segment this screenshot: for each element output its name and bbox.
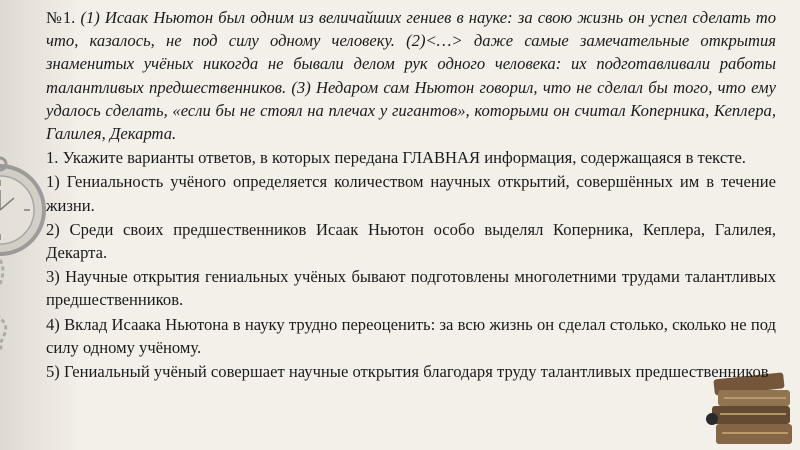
answer-option-2: 2) Среди своих предшественников Исаак Ньютон особо выделял Коперника, Кеплера, Галилея, Декарта. xyxy=(46,219,776,263)
passage-text: (1) Исаак Ньютон был одним из величайших гениев в науке: за свою жизнь он успел сделать то что, казалось, не под силу одному человеку. (2)<…> даже самые замечательные открытия знаменитых учёных никогда не бывали делом рук одного человека: их подготавливали работы талантливых предшественников. (3) Недаром сам Ньютон говорил, что не сделал бы того, что ему удалось сделать, «если бы не стоял на плечах у гигантов», которыми он считал Коперника, Кеплера, Галилея, Декарта. xyxy=(46,8,777,144)
answer-option-4: 4) Вклад Исаака Ньютона в науку трудно переоценить: за всю жизнь он сделал столько, сколько не под силу одному учёному. xyxy=(46,314,776,357)
passage xyxy=(46,6,776,145)
task-content xyxy=(46,6,776,383)
task-number: №1. xyxy=(46,8,76,27)
answer-option-1: 1) Гениальность учёного определяется количеством научных открытий, совершённых им в течение жизни. xyxy=(46,172,776,215)
bookmark-dot-icon xyxy=(706,413,718,425)
answer-option-3: 3) Научные открытия гениальных учёных бывают подготовлены многолетними трудами талантливых предшественников. xyxy=(46,267,776,310)
pocket-watch-icon xyxy=(0,150,48,350)
question: 1. Укажите варианты ответов, в которых передана ГЛАВНАЯ информация, содержащаяся в тексте. xyxy=(46,148,746,168)
answer-option-5: 5) Гениальный учёный совершает научные открытия благодаря труду талантливых предшественников xyxy=(46,362,769,382)
